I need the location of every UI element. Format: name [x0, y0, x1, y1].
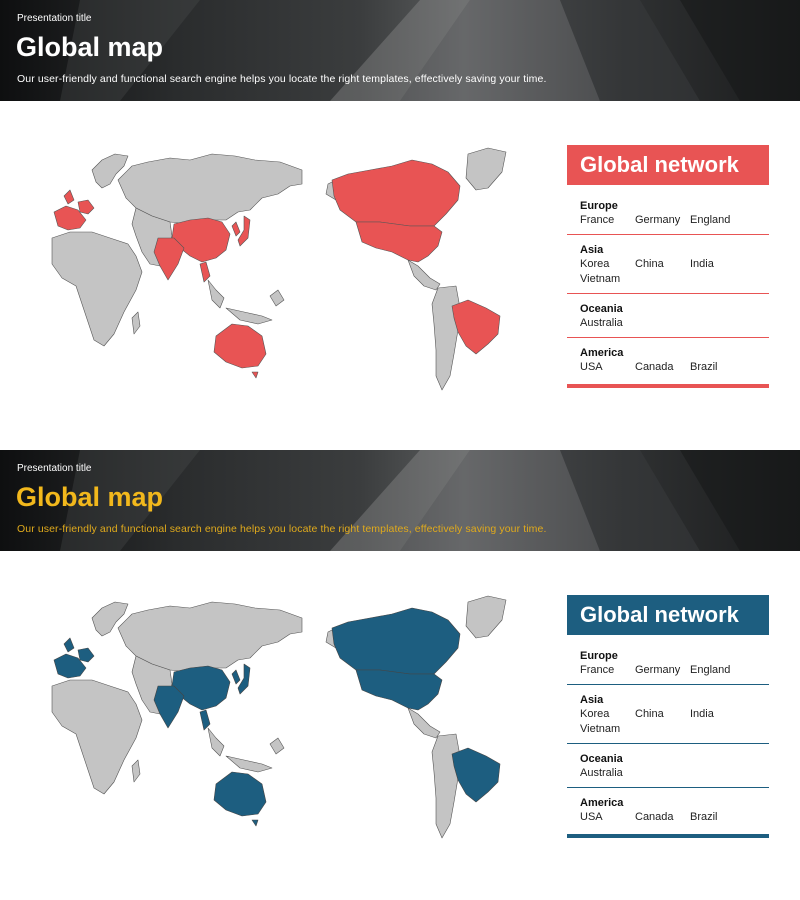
- page-subtitle: Our user-friendly and functional search engine helps you locate the right templates, effectively saving your time.: [17, 523, 547, 535]
- region-label: Oceania: [580, 753, 623, 765]
- country-item: Vietnam: [580, 273, 621, 285]
- country-item: England: [690, 664, 731, 676]
- country-item: Germany: [635, 664, 681, 676]
- country-item: Canada: [635, 811, 674, 823]
- region-label: Oceania: [580, 303, 623, 315]
- country-item: Korea: [580, 708, 610, 720]
- country-item: Vietnam: [580, 723, 621, 735]
- network-panel: [567, 595, 769, 838]
- region-label: Asia: [580, 244, 604, 256]
- country-item: Brazil: [690, 811, 718, 823]
- bottom-rule: [567, 384, 769, 388]
- country-item: Australia: [580, 317, 623, 329]
- presentation-title-label: Presentation title: [17, 463, 92, 474]
- country-item: Brazil: [690, 361, 718, 373]
- country-item: Australia: [580, 767, 623, 779]
- region-group-oceania: [567, 294, 769, 331]
- country-item: Canada: [635, 361, 674, 373]
- world-map: [40, 588, 510, 853]
- country-item: England: [690, 214, 731, 226]
- region-label: Europe: [580, 650, 618, 662]
- panel-title: Global network: [567, 595, 769, 635]
- region-group-asia: [567, 685, 769, 737]
- page-title: Global map: [16, 482, 164, 512]
- region-group-asia: [567, 235, 769, 287]
- country-item: China: [635, 708, 664, 720]
- header-banner: [0, 0, 800, 101]
- region-group-europe: [567, 635, 769, 678]
- country-item: Korea: [580, 258, 610, 270]
- region-label: Asia: [580, 694, 604, 706]
- region-label: America: [580, 347, 624, 359]
- region-group-europe: [567, 185, 769, 228]
- network-panel: [567, 145, 769, 388]
- region-group-america: [567, 788, 769, 825]
- slide-blue: [0, 450, 800, 900]
- presentation-title-label: Presentation title: [17, 13, 92, 24]
- country-item: USA: [580, 811, 603, 823]
- world-map: [40, 140, 510, 405]
- country-item: France: [580, 214, 615, 226]
- country-item: China: [635, 258, 664, 270]
- region-label: America: [580, 797, 624, 809]
- country-item: France: [580, 664, 615, 676]
- country-item: Germany: [635, 214, 681, 226]
- country-item: USA: [580, 361, 603, 373]
- page-subtitle: Our user-friendly and functional search engine helps you locate the right templates, effectively saving your time.: [17, 73, 547, 85]
- country-item: India: [690, 258, 714, 270]
- panel-title: Global network: [567, 145, 769, 185]
- country-item: India: [690, 708, 714, 720]
- page-title: Global map: [16, 32, 164, 62]
- region-label: Europe: [580, 200, 618, 212]
- bottom-rule: [567, 834, 769, 838]
- region-group-oceania: [567, 744, 769, 781]
- region-group-america: [567, 338, 769, 375]
- header-banner: [0, 450, 800, 551]
